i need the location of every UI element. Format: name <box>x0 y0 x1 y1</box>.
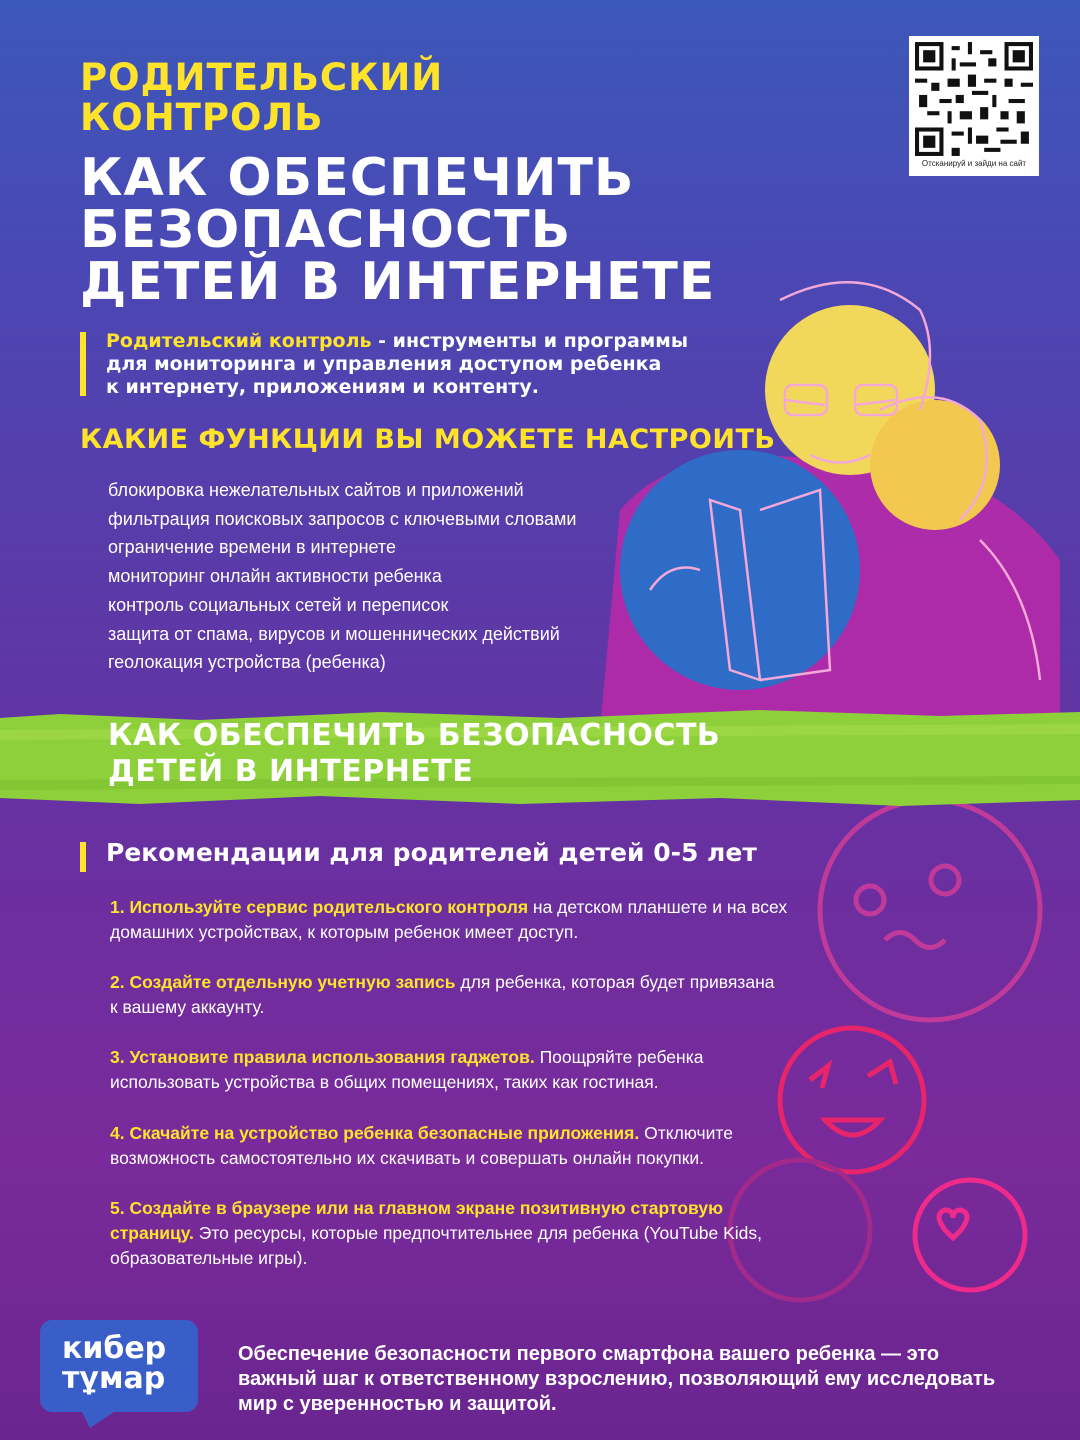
list-item: контроль социальных сетей и переписок <box>108 594 449 615</box>
functions-list <box>108 476 576 677</box>
rec-text: для ребенка, которая будет привязана <box>455 972 775 992</box>
kicker-title <box>80 58 443 138</box>
footer-note <box>238 1342 1038 1417</box>
qr-caption: Отсканируй и зайди на сайт <box>921 159 1027 168</box>
kiber-tumar-logo <box>40 1320 198 1412</box>
recommendation-item <box>110 1196 790 1271</box>
rec-text: Отключите <box>639 1123 733 1143</box>
title-line: ДЕТЕЙ В ИНТЕРНЕТЕ <box>80 252 716 312</box>
recommendation-item <box>110 1121 790 1171</box>
title-line: БЕЗОПАСНОСТЬ <box>80 200 572 260</box>
rec-text: к вашему аккаунту. <box>110 997 265 1017</box>
list-item: мониторинг онлайн активности ребенка <box>108 566 442 587</box>
heart-eyes-emoji-icon <box>915 1180 1025 1290</box>
logo-text <box>62 1331 167 1396</box>
intro-line <box>106 330 786 353</box>
list-item: фильтрация поисковых запросов с ключевыми словами <box>108 508 577 529</box>
intro-line: для мониторинга и управления доступом ребенка <box>106 353 662 375</box>
qr-code[interactable] <box>909 36 1039 176</box>
list-item: блокировка нежелательных сайтов и приложений <box>108 480 524 500</box>
rec-text: домашних устройствах, к которым ребенок имеет доступ. <box>110 922 579 942</box>
rec-text: на детском планшете и на всех <box>528 897 788 917</box>
recommendations-title-text: Рекомендации для родителей детей 0-5 лет <box>106 838 757 867</box>
accent-bar <box>80 842 86 872</box>
intro-line: к интернету, приложениям и контенту. <box>106 376 539 398</box>
list-item: ограничение времени в интернете <box>108 537 396 558</box>
dizzy-emoji-icon <box>820 800 1040 1020</box>
logo-tail-icon <box>80 1408 120 1428</box>
rec-highlight: 2. Создайте отдельную учетную запись <box>110 972 456 992</box>
page-title <box>80 148 716 312</box>
rec-text: образовательные игры). <box>110 1248 308 1268</box>
footer-line: мир с уверенностью и защитой. <box>238 1393 557 1415</box>
recommendation-item <box>110 1045 790 1095</box>
footer-line: Обеспечение безопасности первого смартфона вашего ребенка — это <box>238 1343 940 1365</box>
rec-text: Это ресурсы, которые предпочтительнее для ребенка (YouTube Kids, <box>193 1223 762 1243</box>
functions-title: КАКИЕ ФУНКЦИИ ВЫ МОЖЕТЕ НАСТРОИТЬ <box>80 424 776 455</box>
logo-line: кибер <box>62 1331 167 1366</box>
recommendations-title <box>80 838 757 867</box>
intro-text: - инструменты и программы <box>371 330 689 352</box>
logo-line: тұмар <box>62 1361 166 1396</box>
rec-highlight: 5. Создайте в браузере или на главном экране позитивную стартовую <box>110 1198 724 1218</box>
qr-code-icon <box>915 42 1033 156</box>
list-item: геолокация устройства (ребенка) <box>108 652 386 673</box>
title-line: КАК ОБЕСПЕЧИТЬ <box>80 148 635 208</box>
recommendation-item <box>110 970 790 1020</box>
recommendation-item <box>110 895 790 945</box>
rec-highlight: 1. Используйте сервис родительского контроля <box>110 897 529 917</box>
rec-highlight: 4. Скачайте на устройство ребенка безопасные приложения. <box>110 1123 640 1143</box>
rec-highlight: 3. Установите правила использования гаджетов. <box>110 1047 535 1067</box>
footer-line: важный шаг к ответственному взрослению, позволяющий ему исследовать <box>238 1368 996 1390</box>
band-line: КАК ОБЕСПЕЧИТЬ БЕЗОПАСНОСТЬ <box>108 718 721 753</box>
rec-highlight: страницу. <box>110 1223 194 1243</box>
rec-text: возможность самостоятельно их скачивать и совершать онлайн покупки. <box>110 1148 705 1168</box>
kicker-line: КОНТРОЛЬ <box>80 96 324 139</box>
intro-definition <box>80 330 786 399</box>
kicker-line: РОДИТЕЛЬСКИЙ <box>80 56 444 99</box>
rec-text: использовать устройства в общих помещениях, таких как гостиная. <box>110 1072 659 1092</box>
accent-bar <box>80 332 86 396</box>
laughing-emoji-icon <box>780 1028 924 1172</box>
list-item: защита от спама, вирусов и мошеннических действий <box>108 623 560 644</box>
rec-text: Поощряйте ребенка <box>534 1047 704 1067</box>
intro-term: Родительский контроль <box>106 330 372 352</box>
band-line: ДЕТЕЙ В ИНТЕРНЕТЕ <box>108 754 474 789</box>
band-title <box>108 718 720 790</box>
